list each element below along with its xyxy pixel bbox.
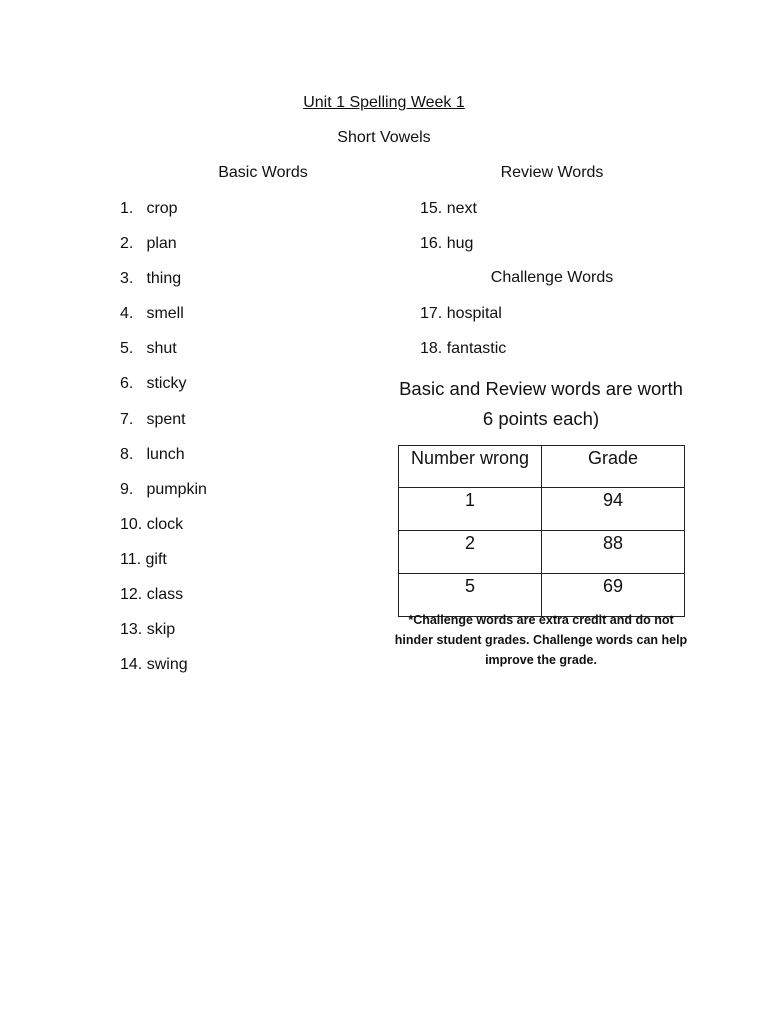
item-number: 2. — [120, 235, 134, 253]
item-number: 7. — [120, 410, 134, 428]
item-number: 3. — [120, 270, 134, 288]
list-item — [120, 480, 207, 515]
list-item — [120, 620, 207, 655]
page-subtitle: Short Vowels — [337, 129, 431, 146]
item-number: 18. — [420, 340, 443, 358]
list-item — [120, 234, 207, 269]
table-row — [399, 488, 685, 531]
spelling-word: swing — [146, 656, 188, 674]
item-number: 11. — [120, 550, 142, 568]
spelling-word: sticky — [146, 375, 187, 393]
item-number: 6. — [120, 375, 134, 393]
points-worth-text — [391, 374, 691, 434]
list-item — [120, 515, 207, 550]
spelling-word: next — [446, 200, 477, 217]
spelling-word: hug — [446, 235, 474, 253]
spelling-word: crop — [146, 200, 178, 217]
item-number: 4. — [120, 305, 134, 323]
column-header-number-wrong: Number wrong — [399, 446, 542, 488]
grade-table — [398, 445, 685, 617]
list-item — [120, 410, 207, 445]
table-row — [399, 531, 685, 574]
review-words-heading: Review Words — [500, 164, 604, 181]
grade-cell: 88 — [542, 531, 685, 574]
spelling-word: smell — [146, 305, 184, 323]
number-wrong-cell: 5 — [399, 574, 542, 617]
list-item — [120, 445, 207, 480]
basic-word-list — [120, 199, 207, 690]
list-item — [120, 339, 207, 374]
item-number: 8. — [120, 445, 134, 463]
item-number: 14. — [120, 656, 143, 674]
spelling-word: pumpkin — [146, 480, 207, 498]
item-number: 12. — [120, 586, 143, 604]
list-item — [120, 655, 207, 690]
item-number: 10. — [120, 515, 143, 533]
column-header-grade: Grade — [542, 446, 685, 488]
number-wrong-cell: 2 — [399, 531, 542, 574]
item-number: 9. — [120, 480, 134, 498]
table-header-row — [399, 446, 685, 488]
spelling-word: lunch — [146, 445, 185, 463]
list-item — [420, 199, 477, 234]
item-number: 13. — [120, 621, 143, 639]
spelling-word: clock — [146, 515, 184, 533]
extra-credit-note: *Challenge words are extra credit and do not hinder student grades. Challenge words can help improve the grade. — [394, 613, 688, 667]
list-item — [120, 269, 207, 304]
grade-cell: 94 — [542, 488, 685, 531]
spelling-word: gift — [145, 550, 167, 568]
list-item — [420, 339, 506, 374]
basic-words-heading: Basic Words — [218, 164, 308, 181]
spelling-word: shut — [146, 340, 177, 358]
item-number: 17. — [420, 305, 443, 322]
item-number: 15. — [420, 200, 443, 217]
item-number: 1. — [120, 200, 134, 217]
list-item — [420, 304, 506, 339]
points-worth-line-2: 6 points each) — [482, 408, 600, 429]
spelling-word: fantastic — [446, 340, 507, 358]
spelling-word: class — [146, 586, 184, 604]
review-word-list — [420, 199, 477, 269]
list-item — [420, 234, 477, 269]
item-number: 5. — [120, 340, 134, 358]
list-item — [120, 199, 207, 234]
number-wrong-cell: 1 — [399, 488, 542, 531]
spelling-word: thing — [146, 270, 182, 288]
grade-cell: 69 — [542, 574, 685, 617]
list-item — [120, 374, 207, 409]
challenge-words-heading: Challenge Words — [490, 269, 614, 286]
list-item — [120, 585, 207, 620]
list-item — [120, 304, 207, 339]
page-title: Unit 1 Spelling Week 1 — [303, 94, 465, 111]
item-number: 16. — [420, 235, 443, 253]
spelling-word: plan — [146, 235, 177, 253]
spelling-word: skip — [146, 621, 176, 639]
points-worth-line-1: Basic and Review words are worth — [399, 378, 683, 399]
spelling-word: spent — [146, 410, 186, 428]
challenge-word-list — [420, 304, 506, 374]
list-item — [120, 550, 207, 585]
spelling-word: hospital — [446, 305, 502, 322]
